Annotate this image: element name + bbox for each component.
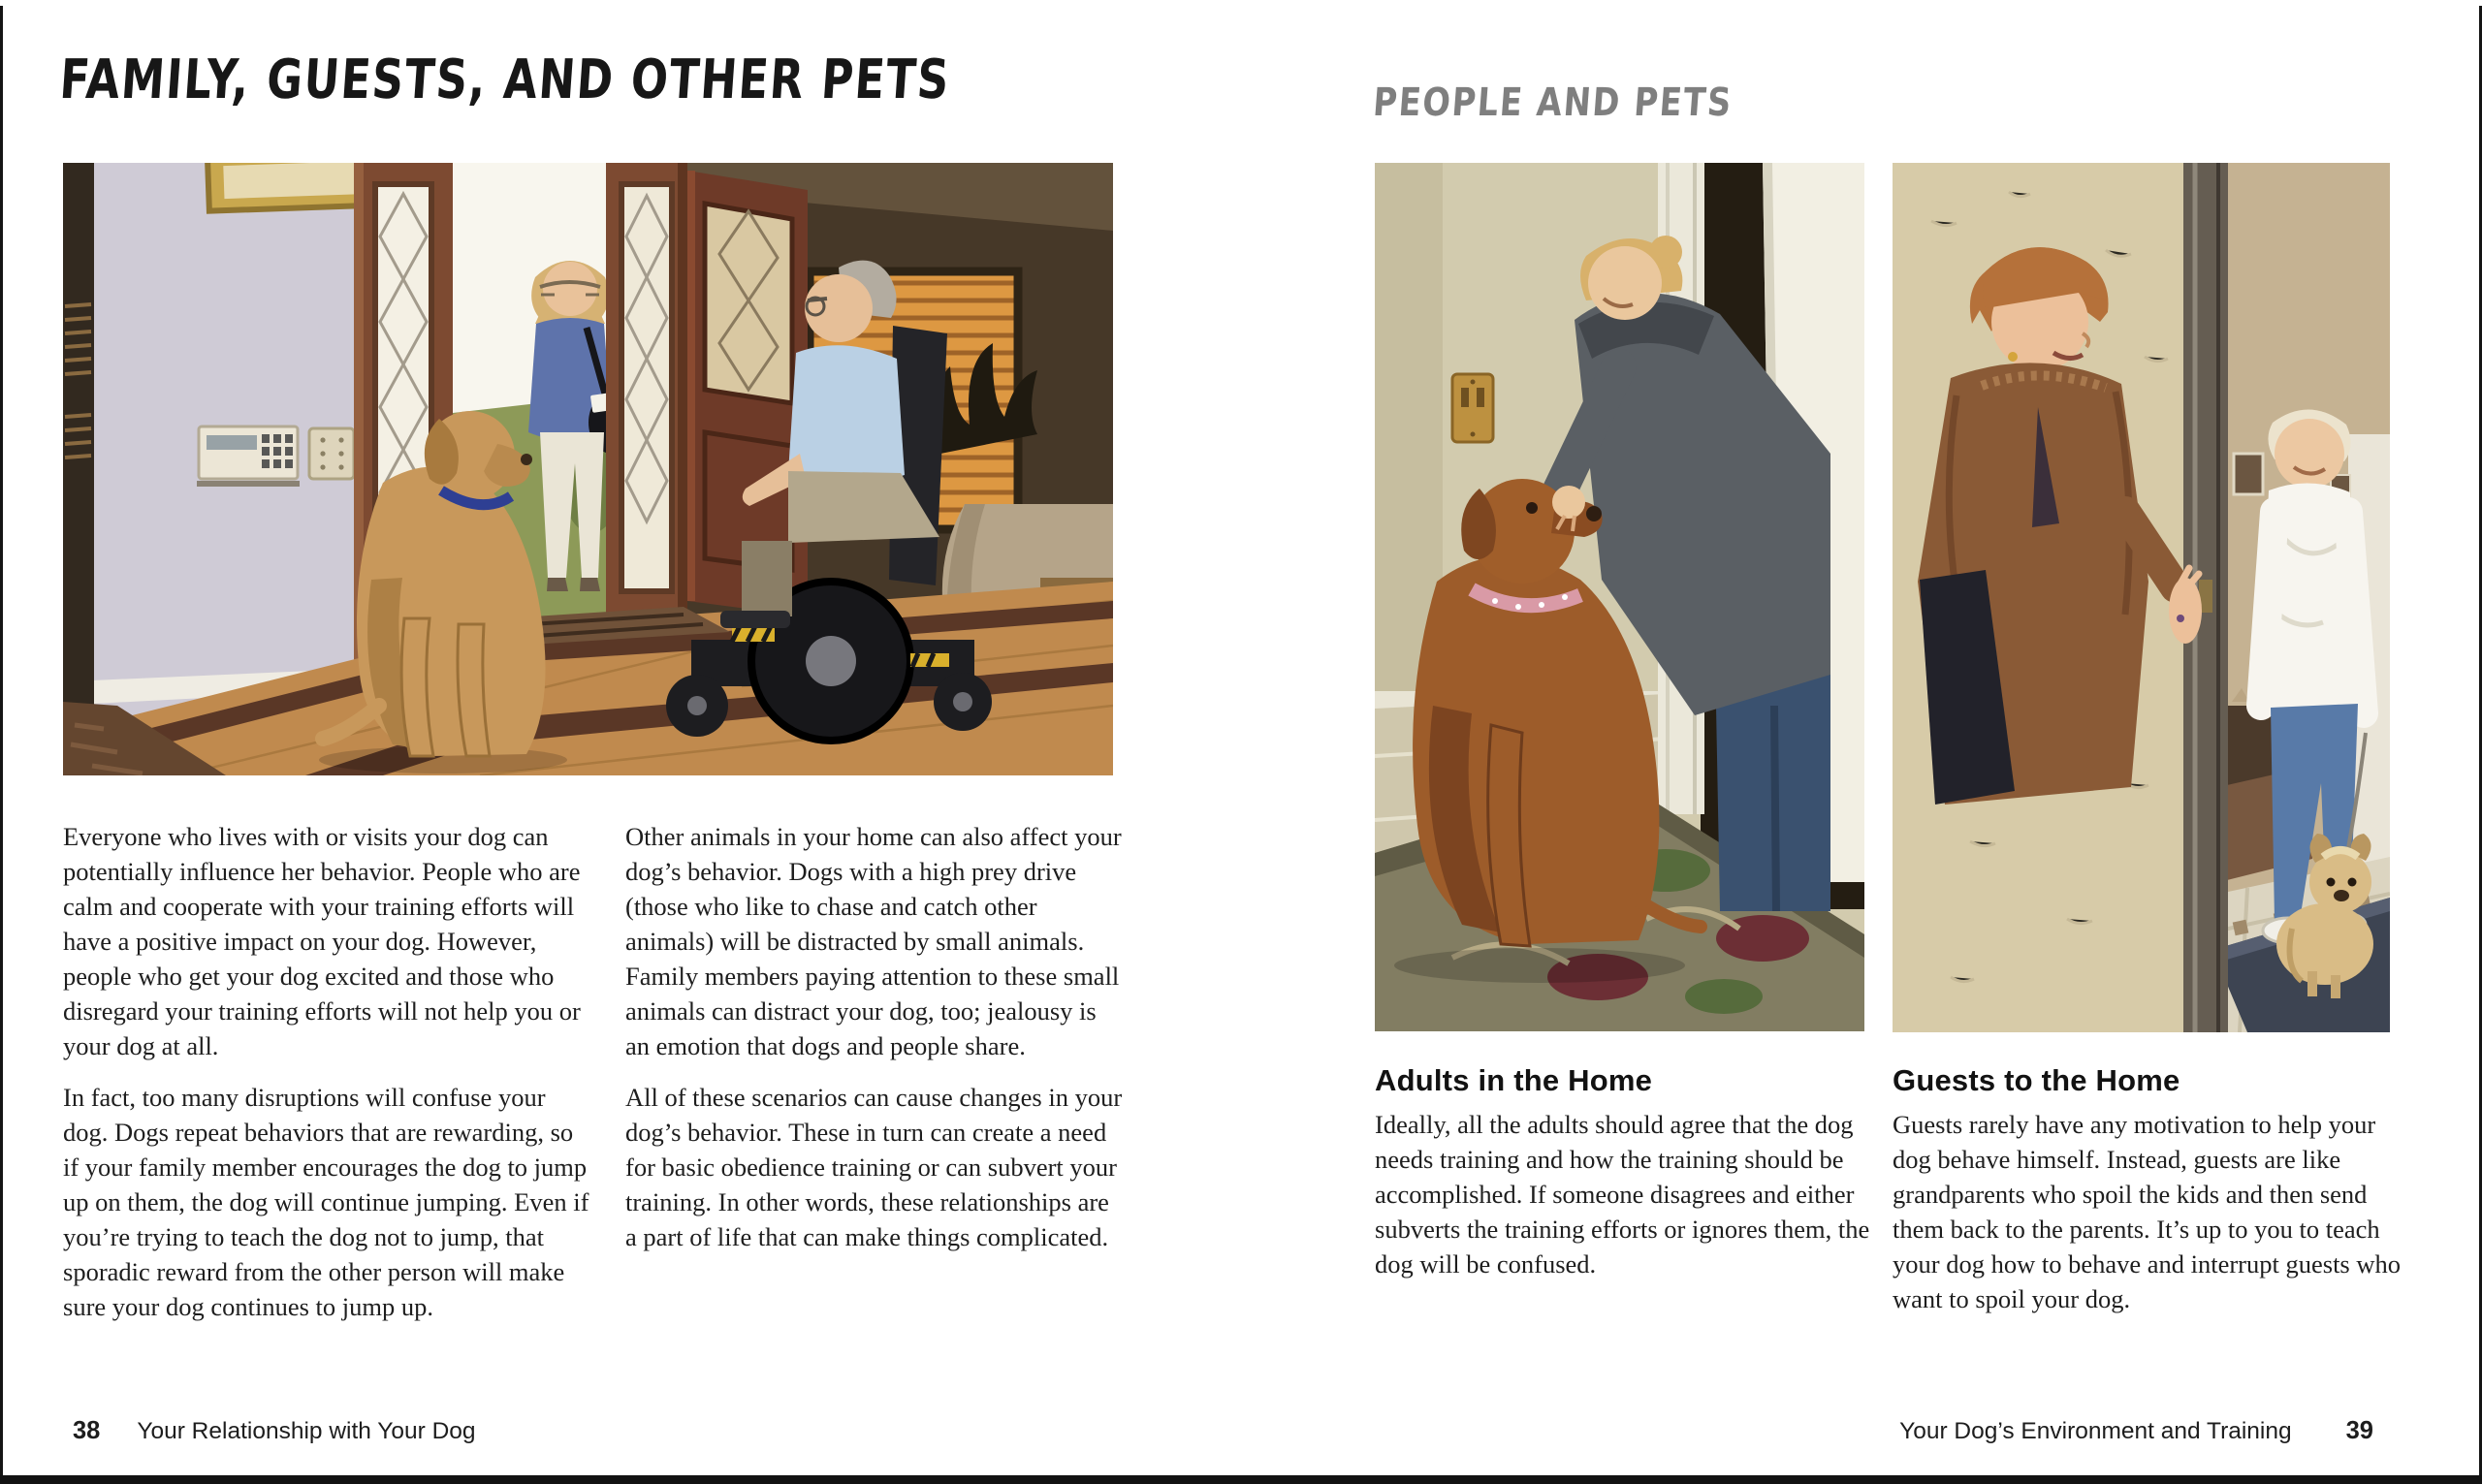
- body-paragraph: Everyone who lives with or visits your dog can potentially influence her behavior. People who are calm and cooperate with your training efforts will have a positive impact on your dog. However, people who get your dog excited and those who disregard your training efforts will not help you or your dog at all.: [63, 822, 581, 1060]
- page-title: FAMILY, GUESTS, AND OTHER PETS: [57, 48, 953, 111]
- photo-guest-at-door: [1893, 163, 2390, 1032]
- guest-illustration: [1893, 163, 2390, 1032]
- body-paragraph: In fact, too many disruptions will confuse your dog. Dogs repeat behaviors that are rewarding, so if your family member encourages the dog to jump up on them, the dog will continue jumping. Even if you’re trying to teach the dog not to jump, that sporadic reward from the other person will make sure your dog continues to jump up.: [63, 1083, 589, 1321]
- scan-edge-left: [0, 6, 3, 1484]
- text-column-1: [63, 819, 594, 1341]
- caption-adults: [1375, 1062, 1896, 1298]
- caption-heading: Adults in the Home: [1375, 1063, 1653, 1097]
- keypad-illustration: [197, 426, 300, 487]
- body-paragraph: Other animals in your home can also affect your dog’s behavior. Dogs with a high prey drive (those who like to chase and catch other animals) will be distracted by small animals. Family members paying attention to these small animals can distract your dog, too; jealousy is an emotion that dogs and people share.: [625, 822, 1122, 1060]
- photo-family-entryway: [63, 163, 1113, 775]
- text-column-2: [625, 819, 1124, 1271]
- page-number: 38: [73, 1417, 101, 1444]
- photo-adult-greeting-dog: [1375, 163, 1864, 1031]
- hand-illustration: [1552, 486, 1585, 519]
- section-header: PEOPLE AND PETS: [1371, 80, 1734, 125]
- caption-guests: [1893, 1062, 2414, 1333]
- running-head: Your Dog’s Environment and Training: [1899, 1418, 2292, 1444]
- body-paragraph: All of these scenarios can cause changes in your dog’s behavior. These in turn can create a need for basic obedience training or can subvert your training. In other words, these relationships are a part of life that can make things complicated.: [625, 1083, 1123, 1251]
- footer-right: [1899, 1417, 2373, 1445]
- adult-dog-illustration: [1375, 163, 1864, 1031]
- page-number: 39: [2345, 1417, 2373, 1444]
- running-head: Your Relationship with Your Dog: [137, 1418, 476, 1444]
- scan-edge-bottom: [0, 1475, 2482, 1484]
- caption-body: Guests rarely have any motivation to help your dog behave himself. Instead, guests are like grandparents who spoil the kids and then send them back to the parents. It’s up to you to teach your dog how to behave and interrupt guests who want to spoil your dog.: [1893, 1110, 2402, 1313]
- light-switch-illustration: [1452, 374, 1493, 442]
- caption-heading: Guests to the Home: [1893, 1063, 2180, 1097]
- switch-plate-illustration: [309, 428, 354, 479]
- caption-body: Ideally, all the adults should agree that the dog needs training and how the training should be accomplished. If someone disagrees and either subverts the training efforts or ignores them, the dog will be confused.: [1375, 1110, 1870, 1279]
- footer-left: [73, 1417, 476, 1445]
- entryway-illustration: [63, 163, 1113, 775]
